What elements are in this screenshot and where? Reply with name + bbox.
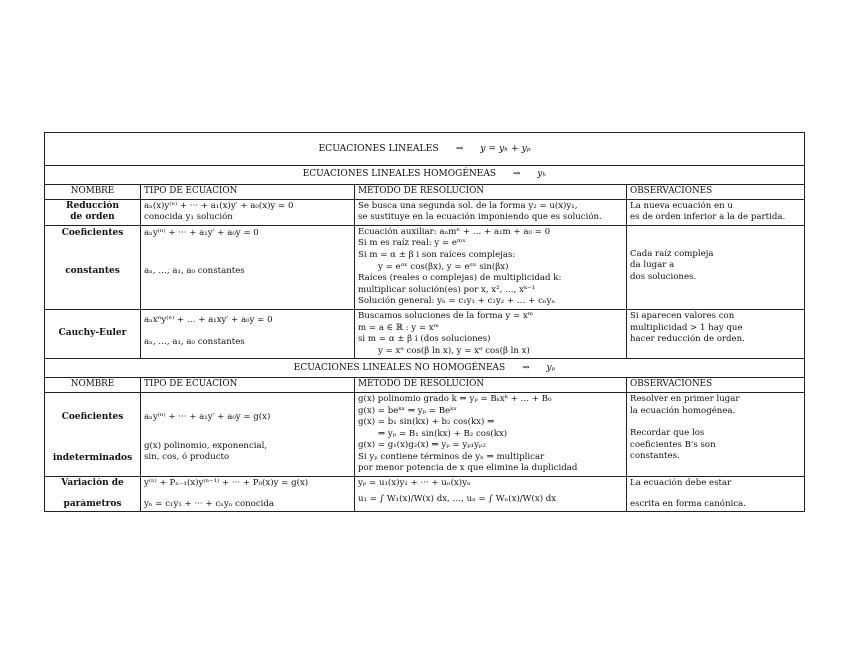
- metodo-line: ⇒ yₚ = B₁ sin(kx) + B₂ cos(kx): [378, 428, 508, 439]
- header-row: [45, 185, 805, 200]
- name-cell: [45, 477, 141, 512]
- obs-line: Cada raíz compleja: [630, 248, 714, 259]
- metodo-line: Se busca una segunda sol. de la forma y₂ = u(x)y₁,: [358, 200, 578, 211]
- obs-cell: [627, 392, 805, 476]
- name-line: parámetros: [63, 498, 122, 509]
- header-observaciones: OBSERVACIONES: [627, 378, 805, 393]
- tipo-line: sin, cos, ó producto: [144, 452, 230, 463]
- header-metodo: MÉTODO DE RESOLUCIÓN: [355, 378, 627, 393]
- metodo-line: Solución general: yₕ = c₁y₁ + c₂y₂ + … + cₙyₙ: [358, 296, 556, 307]
- nonhom-band-left: ECUACIONES LINEALES NO HOMOGÉNEAS: [293, 362, 506, 373]
- obs-line: escrita en forma canónica.: [630, 498, 746, 509]
- metodo-line: si m = α ± β i (dos soluciones): [358, 334, 491, 345]
- tipo-line: aₙxⁿy⁽ⁿ⁾ + … + a₁xy′ + a₀y = 0: [144, 314, 273, 325]
- metodo-line: multiplicar solución(es) por x, x², …, xᵏ⁻¹: [358, 284, 536, 295]
- header-metodo: MÉTODO DE RESOLUCIÓN: [355, 185, 627, 200]
- header-nombre: NOMBRE: [45, 378, 141, 393]
- header-tipo: TIPO DE ECUACIÓN: [141, 378, 355, 393]
- obs-line: Recordar que los: [630, 428, 705, 439]
- obs-line: Resolver en primer lugar: [630, 393, 740, 404]
- tipo-cell: [141, 309, 355, 358]
- header-observaciones: OBSERVACIONES: [627, 185, 805, 200]
- leadsto-arrow-icon: ⇝: [522, 362, 530, 373]
- metodo-cell: [355, 199, 627, 225]
- table-row-cauchy-euler: [45, 309, 805, 358]
- header-nombre: NOMBRE: [45, 185, 141, 200]
- metodo-line: Raíces (reales o complejas) de multiplicidad k:: [358, 273, 562, 284]
- name-cell: [45, 199, 141, 225]
- homogeneas-band: [45, 166, 805, 185]
- name-line: constantes: [65, 266, 120, 277]
- tipo-cell: [141, 477, 355, 512]
- metodo-line: y = xᵅ cos(β ln x), y = xᵅ cos(β ln x): [378, 345, 530, 356]
- metodo-line: g(x) = beᵏˣ ⇒ yₚ = Beᵏˣ: [358, 405, 457, 416]
- name-line: indeterminados: [52, 452, 133, 463]
- metodo-line: Buscamos soluciones de la forma y = xᵐ: [358, 310, 534, 321]
- header-tipo: TIPO DE ECUACIÓN: [141, 185, 355, 200]
- metodo-line: y = eᵅˣ cos(βx), y = eᵅˣ sin(βx): [378, 261, 509, 272]
- tipo-line: y⁽ⁿ⁾ + Pₙ₋₁(x)y⁽ⁿ⁻¹⁾ + ··· + P₀(x)y = g(x): [144, 478, 309, 489]
- obs-line: hacer reducción de orden.: [630, 334, 745, 345]
- homogeneas-band-row: [45, 166, 805, 185]
- obs-line: dos soluciones.: [630, 271, 697, 282]
- obs-line: La ecuación debe estar: [630, 478, 732, 489]
- tipo-line: g(x) polinomio, exponencial,: [144, 440, 268, 451]
- title-left: ECUACIONES LINEALES: [318, 143, 439, 155]
- table-row-variacion-parametros: [45, 477, 805, 512]
- metodo-line: g(x) polinomio grado k ⇒ yₚ = Bₖxᵏ + … + B₀: [358, 393, 552, 404]
- name-line: Reducción: [66, 200, 119, 211]
- obs-line: da lugar a: [630, 260, 675, 271]
- name-line: Coeficientes: [61, 411, 124, 422]
- obs-line: multiplicidad > 1 hay que: [630, 322, 743, 333]
- metodo-line: Ecuación auxiliar: aₙmⁿ + … + a₁m + a₀ = 0: [358, 226, 551, 237]
- hom-band-right: yₕ: [537, 169, 547, 180]
- name-line: Coeficientes: [61, 227, 124, 238]
- metodo-line: g(x) = g₁(x)g₂(x) ⇒ yₚ = yₚ₁yₚ₂: [358, 440, 486, 451]
- table-row-coeficientes-constantes: [45, 225, 805, 309]
- tipo-cell: [141, 225, 355, 309]
- tipo-line: aₙy⁽ⁿ⁾ + ··· + a₁y′ + a₀y = 0: [144, 227, 259, 238]
- metodo-cell: [355, 477, 627, 512]
- table-row-reduccion: [45, 199, 805, 225]
- tipo-line: yₕ = c₁y₁ + ··· + cₙyₙ conocida: [144, 498, 275, 509]
- obs-cell: [627, 477, 805, 512]
- name-cell: [45, 309, 141, 358]
- metodo-line: Si yₚ contiene términos de yₕ ⇒ multiplicar: [358, 451, 545, 462]
- tipo-line: aₙ(x)y⁽ⁿ⁾ + ··· + a₁(x)y′ + a₀(x)y = 0: [144, 200, 294, 211]
- metodo-line: Si m = α ± β i son raíces complejas:: [358, 249, 516, 260]
- metodo-cell: [355, 392, 627, 476]
- table-row-coeficientes-indeterminados: [45, 392, 805, 476]
- tipo-line: aₙ, …, a₁, a₀ constantes: [144, 336, 245, 347]
- no-homogeneas-band: [45, 359, 805, 378]
- name-cell: [45, 392, 141, 476]
- nonhom-band-right: yₚ: [546, 362, 556, 373]
- metodo-line: por menor potencia de x que elimine la duplicidad: [358, 463, 578, 474]
- header-row-2: [45, 378, 805, 393]
- obs-cell: [627, 225, 805, 309]
- tipo-line: aₙ, …, a₁, a₀ constantes: [144, 266, 245, 277]
- title-row: [45, 133, 805, 166]
- title-right: y = yₕ + yₚ: [480, 143, 531, 155]
- name-line: Cauchy-Euler: [58, 328, 127, 339]
- metodo-line: m = a ∈ ℝ : y = xᵐ: [358, 322, 439, 333]
- name-line: Variación de: [61, 478, 124, 489]
- obs-line: constantes.: [630, 451, 680, 462]
- obs-line: es de orden inferior a la de partida.: [630, 212, 786, 223]
- obs-line: la ecuación homogénea.: [630, 405, 736, 416]
- name-line: de orden: [70, 212, 115, 223]
- tipo-cell: [141, 392, 355, 476]
- metodo-line: g(x) = b₁ sin(kx) + b₂ cos(kx) ⇒: [358, 417, 495, 428]
- leadsto-arrow-icon: ⇝: [512, 169, 521, 180]
- metodo-cell: [355, 225, 627, 309]
- metodo-line: yₚ = u₁(x)y₁ + ··· + uₙ(x)yₙ: [358, 478, 471, 489]
- metodo-line: u₁ = ∫ W₁(x)/W(x) dx, …, uₙ = ∫ Wₙ(x)/W(x) dx: [358, 493, 557, 504]
- name-cell: [45, 225, 141, 309]
- obs-line: coeficientes B's son: [630, 439, 716, 450]
- ecuaciones-lineales-table: [44, 132, 805, 512]
- obs-line: Si aparecen valores con: [630, 310, 735, 321]
- table-title: [45, 133, 805, 166]
- tipo-line: conocida y₁ solución: [144, 212, 233, 223]
- obs-cell: [627, 309, 805, 358]
- obs-line: La nueva ecuación en u: [630, 200, 733, 211]
- hom-band-left: ECUACIONES LINEALES HOMOGÉNEAS: [302, 169, 496, 180]
- leadsto-arrow-icon: ⇝: [455, 143, 464, 155]
- no-homogeneas-band-row: [45, 359, 805, 378]
- ecuaciones-lineales-table-wrapper: [44, 132, 804, 512]
- metodo-line: Si m es raíz real: y = eᵐˣ: [358, 238, 466, 249]
- metodo-cell: [355, 309, 627, 358]
- obs-cell: [627, 199, 805, 225]
- tipo-cell: [141, 199, 355, 225]
- metodo-line: se sustituye en la ecuación imponiendo que es solución.: [358, 212, 602, 223]
- tipo-line: aₙy⁽ⁿ⁾ + ··· + a₁y′ + a₀y = g(x): [144, 411, 271, 422]
